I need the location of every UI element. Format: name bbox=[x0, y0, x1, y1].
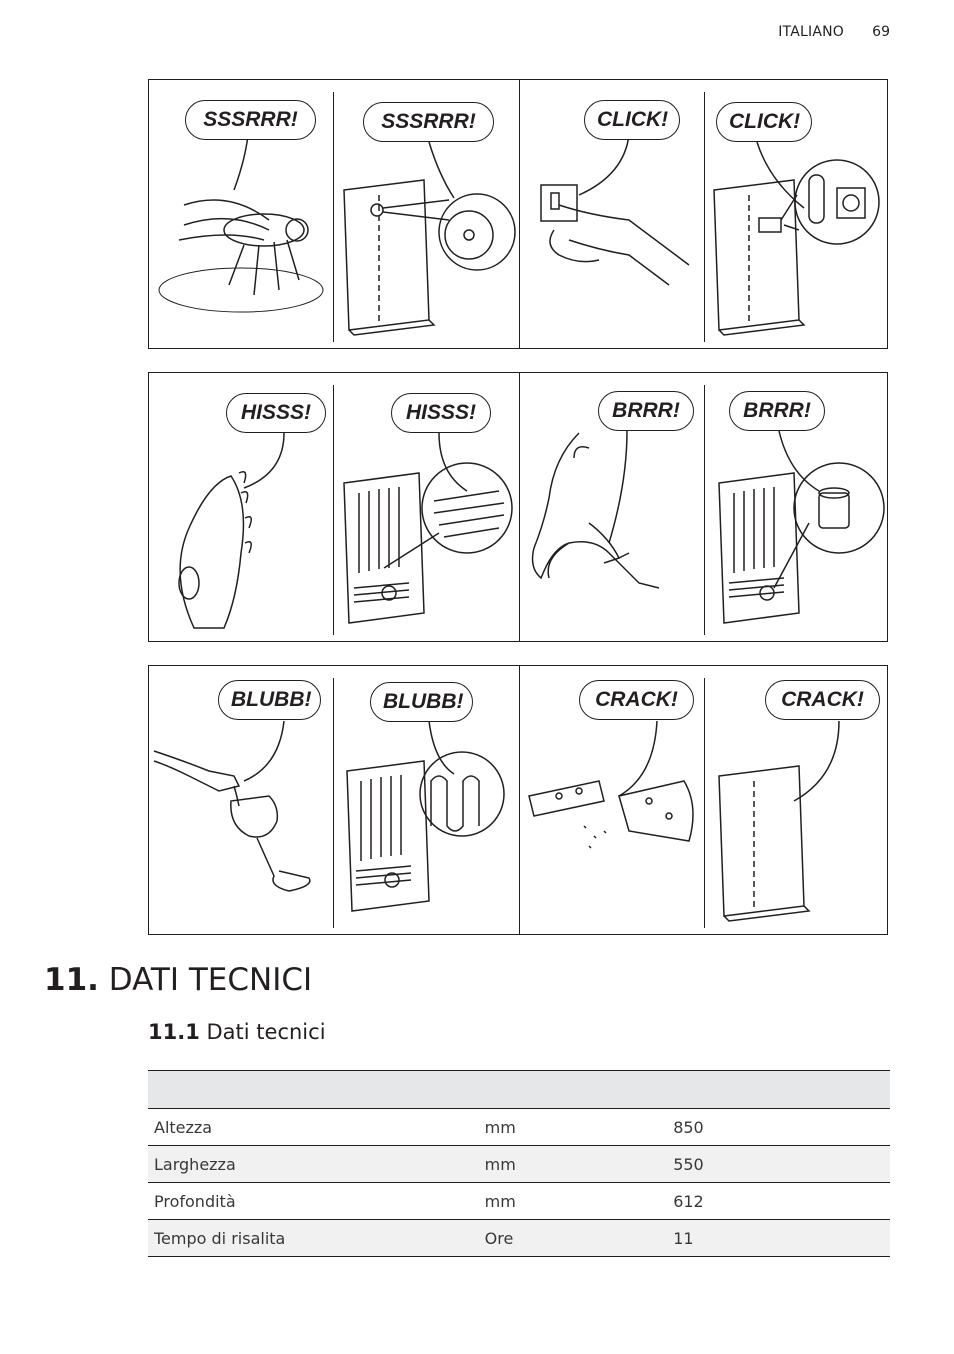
spec-value: 11 bbox=[667, 1220, 890, 1257]
illustration-row-2 bbox=[148, 372, 888, 642]
sound-bubble-blubb: BLUBB! bbox=[218, 680, 321, 720]
table-header-cell bbox=[148, 1071, 479, 1109]
sound-bubble-hisss: HISSS! bbox=[226, 393, 326, 433]
subsection-title bbox=[148, 1020, 326, 1044]
sound-bubble-blubb: BLUBB! bbox=[370, 682, 473, 722]
spec-unit: mm bbox=[479, 1183, 668, 1220]
sound-bubble-crack: CRACK! bbox=[579, 680, 694, 720]
section-title-text: DATI TECNICI bbox=[108, 962, 313, 998]
table-header-row bbox=[148, 1071, 890, 1109]
illustration-row-1 bbox=[148, 79, 888, 349]
table-header-cell bbox=[667, 1071, 890, 1109]
sound-bubble-sssrrr: SSSRRR! bbox=[363, 102, 494, 142]
section-title bbox=[44, 962, 312, 998]
table-row bbox=[148, 1220, 890, 1257]
spec-label: Altezza bbox=[148, 1109, 479, 1146]
table-row bbox=[148, 1109, 890, 1146]
spec-unit: Ore bbox=[479, 1220, 668, 1257]
spec-unit: mm bbox=[479, 1146, 668, 1183]
subsection-number: 11.1 bbox=[148, 1020, 200, 1044]
table-header-cell bbox=[479, 1071, 668, 1109]
sound-bubble-brrr: BRRR! bbox=[729, 391, 825, 431]
sound-bubble-sssrrr: SSSRRR! bbox=[185, 100, 316, 140]
spec-value: 850 bbox=[667, 1109, 890, 1146]
spec-label: Tempo di risalita bbox=[148, 1220, 479, 1257]
spec-value: 550 bbox=[667, 1146, 890, 1183]
section-number: 11. bbox=[44, 962, 99, 998]
technical-data-table bbox=[148, 1070, 890, 1257]
table-row bbox=[148, 1146, 890, 1183]
sound-bubble-brrr: BRRR! bbox=[598, 391, 694, 431]
spec-unit: mm bbox=[479, 1109, 668, 1146]
spec-label: Larghezza bbox=[148, 1146, 479, 1183]
header-language: ITALIANO bbox=[778, 24, 844, 40]
sound-bubble-hisss: HISSS! bbox=[391, 393, 491, 433]
spec-label: Profondità bbox=[148, 1183, 479, 1220]
illustration-row-3 bbox=[148, 665, 888, 935]
sound-bubble-click: CLICK! bbox=[584, 100, 680, 140]
sound-bubble-click: CLICK! bbox=[716, 102, 812, 142]
page-number: 69 bbox=[872, 24, 890, 40]
table-row bbox=[148, 1183, 890, 1220]
sound-bubble-crack: CRACK! bbox=[765, 680, 880, 720]
spec-value: 612 bbox=[667, 1183, 890, 1220]
subsection-title-text: Dati tecnici bbox=[206, 1020, 326, 1044]
